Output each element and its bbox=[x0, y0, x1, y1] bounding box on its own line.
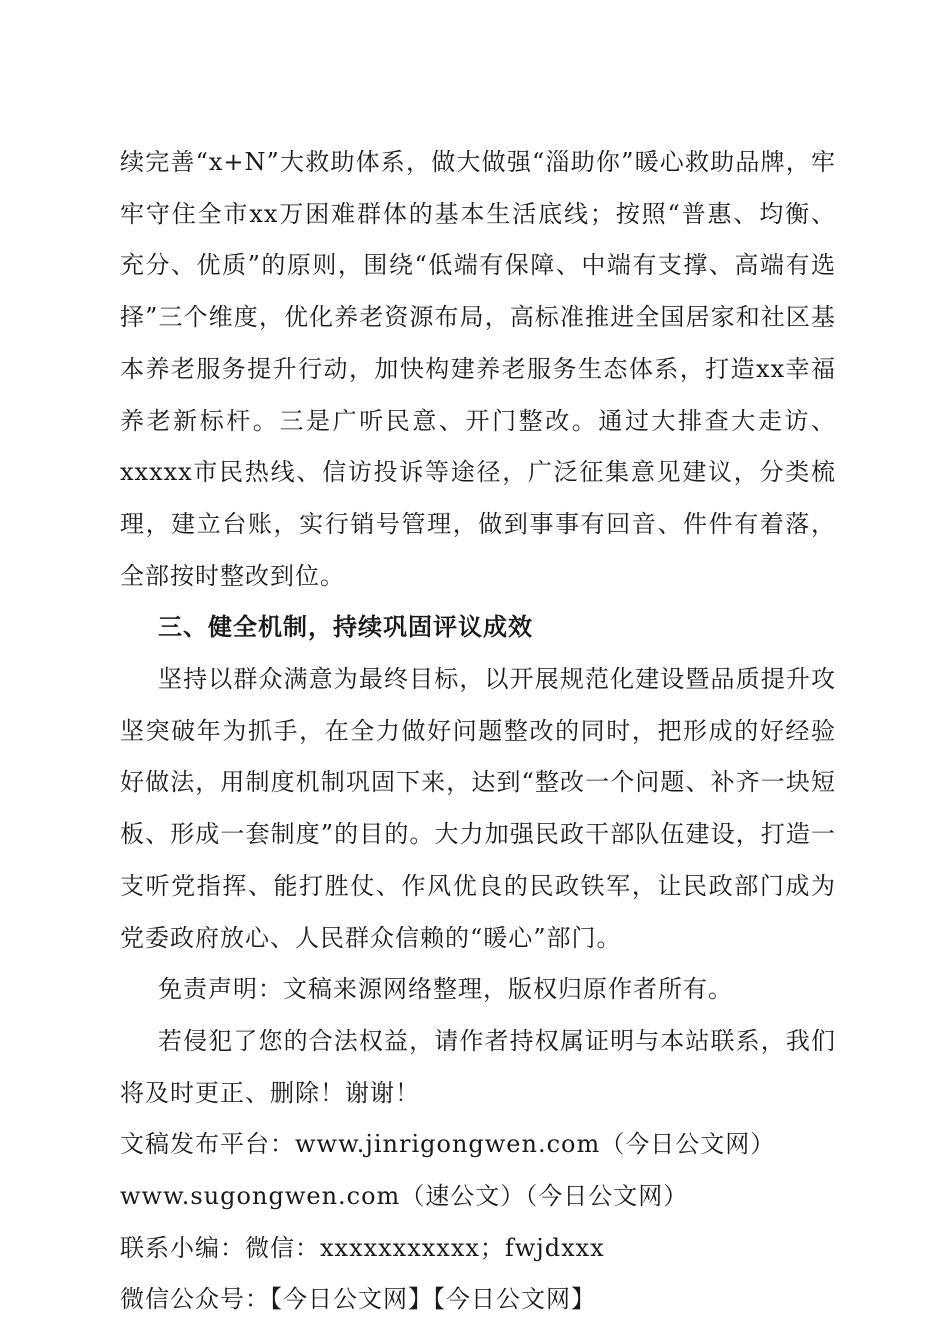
platform-line: 文稿发布平台：www.jinrigongwen.com（今日公文网） bbox=[120, 1130, 776, 1159]
continued-paragraph: 续完善“x+N”大救助体系，做大做强“淄助你”暖心救助品牌，牢牢守住全市xx万困难群体的基本生活底线；按照“普惠、均衡、充分、优质”的原则，围绕“低端有保障、中端有支撑、高端有选择”三个维度，优化养老资源布局，高标准推进全国居家和社区基本养老服务提升行动，加快构建养老服务生态体系，打造xx幸福养老新标杆。三是广听民意、开门整改。通过大排查大走访、xxxxx市民热线、信访投诉等途径，广泛征集意见建议，分类梳理，建立台账，实行销号管理，做到事事有回音、件件有着落，全部按时整改到位。 bbox=[120, 148, 836, 590]
section-paragraph: 坚持以群众满意为最终目标，以开展规范化建设暨品质提升攻坚突破年为抓手，在全力做好问题整改的同时，把形成的好经验好做法，用制度机制巩固下来，达到“整改一个问题、补齐一块短板、形成一套制度”的目的。大力加强民政干部队伍建设，打造一支听党指挥、能打胜仗、作风优良的民政铁军，让民政部门成为党委政府放心、人民群众信赖的“暖心”部门。 bbox=[120, 665, 836, 952]
wechat-line: 微信公众号：【今日公文网】【今日公文网】 bbox=[120, 1285, 596, 1314]
infringement-notice: 若侵犯了您的合法权益，请作者持权属证明与本站联系，我们将及时更正、删除！谢谢！ bbox=[120, 1026, 836, 1107]
site-line: www.sugongwen.com（速公文）（今日公文网） bbox=[120, 1182, 689, 1211]
disclaimer-text: 免责声明：文稿来源网络整理，版权归原作者所有。 bbox=[158, 975, 733, 1004]
document-body bbox=[120, 137, 836, 1326]
contact-line: 联系小编：微信：xxxxxxxxxxx；fwjdxxx bbox=[120, 1233, 605, 1262]
section-heading: 三、健全机制，持续巩固评议成效 bbox=[158, 613, 533, 642]
